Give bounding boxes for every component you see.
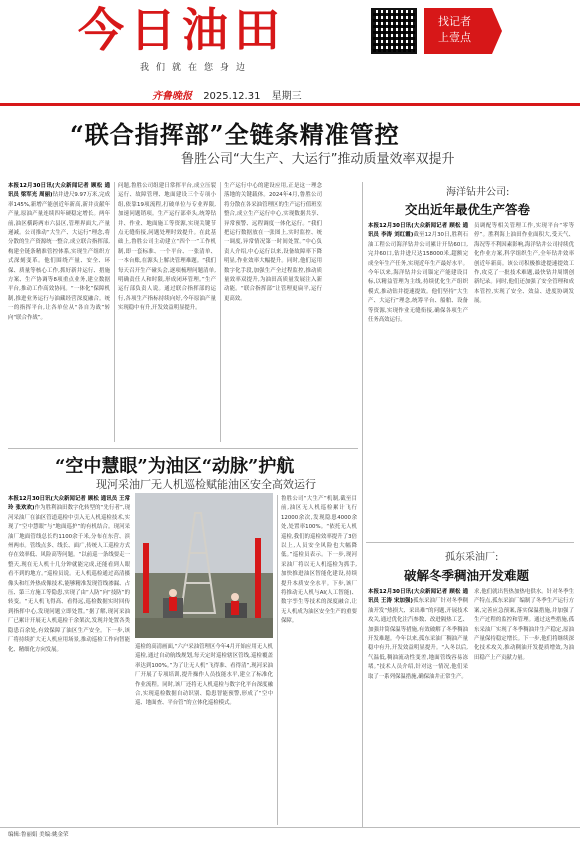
side-box-line-1: 找记者 <box>438 15 471 28</box>
dateline <box>152 87 302 102</box>
second-column-4: 巡检的高清画面,“六户采油管理区今年4月开始应用无人机巡检,通过自动航线规划,每天定时巡检辖区管线,巡检覆盖率达到100%。”为了让无人机“飞得准、看得清”,现河采油厂开展了专项培训,提升操作人员技能水平,建立了标准化作业流程。同时,该厂还将无人机巡检与数字化平台深度融合,实现巡检数据自动识别、隐患智能预警,形成了“空中巡、地面查、平台管”的立体化巡检模式。 <box>135 644 273 707</box>
footer-divider <box>0 827 580 828</box>
qr-code-icon[interactable] <box>371 8 417 54</box>
masthead-motto: 我们就在您身边 <box>140 63 253 73</box>
side-top-kicker: 海洋钻井公司: <box>446 187 510 198</box>
second-column-1 <box>8 495 130 825</box>
column-divider <box>114 182 115 442</box>
contact-reporter-box[interactable] <box>424 8 492 54</box>
side-top-column-2: 员调配等相关管理工作,实现平台“零等停”。胜利海上油田作业面积大,受天气、海况等不利因素影响,海洋钻井公司持续优化作业方案,科学组织生产,全年钻井效率创近年新高。该公司积极推进提速提效工作,攻克了一批技术难题,最快钻井周期创新纪录。同时,他们还加强了安全管理和成本管控,实现了安全、效益、进度协调发展。 <box>474 223 574 305</box>
lead-column-1 <box>8 182 110 442</box>
column-divider <box>220 182 221 442</box>
side-bottom-col1-text: 孤东采油厂针对冬季稠油开发“热损大、采出难”的问题,开展技术攻关,通过优化注汽参数、改进隔热工艺、加强井筒保温等措施,有效破解了冬季稠油开发难题。今年以来,孤东采油厂稠油产量稳中有升,开发效益明显提升。“入冬以后,气温低,稠油流动性变差,地面管线容易冻堵。”技术人员介绍,针对这一情况,他们采取了一系列保温措施,确保油井正常生产。 <box>368 598 468 680</box>
column-divider <box>277 495 278 825</box>
second-subhead: 现河采油厂无人机巡检赋能油区安全高效运行 <box>96 478 316 491</box>
sidebar-divider <box>362 182 363 827</box>
lead-column-3: 生产运行中心的建设应用,正是这一理念落地的关键载体。2024年4月,鲁胜公司将分散在各采油管理区的生产运行值班室整合,成立生产运行中心,实现数据共享、异常预警、远程调度一体化运行。“我们把运行数据放在一张图上,实时监控、统一调度,异常情况第一时间处置。”中心负责人介绍,中心运行以来,设备故障率下降明显,作业效率大幅提升。同时,他们运用数字化手段,加强生产全过程监控,推动质量效率双提升,为油田高质量发展注入新动能。“联合指挥部”让管理更扁平,运行更高效。 <box>224 183 322 302</box>
side-box-line-2: 上壹点 <box>438 31 471 44</box>
side-bottom-headline: 破解冬季稠油开发难题 <box>404 568 530 583</box>
editor-credits: 编辑:鲁丽娟 美编:姚金荣 <box>8 832 69 838</box>
side-top-col1-text: 截至12月30日,胜利石油工程公司海洋钻井公司累计开钻60口,完井60口,钻井进尺达158000米,超额完成全年生产任务,实现近年生产最好水平。今年以来,海洋钻井公司锚定产能建设目标,以精益管理为主线,持续优化生产组织模式,推动钻井提速提效。他们坚持“大生产、大运行”理念,统筹平台、船舶、设备等资源,实现作业无缝衔接,确保各项生产任务高效运行。 <box>368 232 468 324</box>
side-bottom-kicker: 孤东采油厂: <box>445 552 499 563</box>
photo-illustration <box>135 493 273 638</box>
second-col3-text: 无人机巡检通过高清摄像头和红外热成像技术,能够精准发现管线渗漏、占压、第三方施工等隐患,实现了由“人防”向“技防”的转变。“无人机飞得高、看得远,巡检数据实时回传到指挥中心,发现问题立即处置。”据了解,现河采油厂已累计开展无人机巡检千余架次,发现并处置各类隐患百余处,有效保障了油区生产安全。下一步,该厂将持续扩大无人机应用场景,推动巡检工作向智能化、精细化方向发展。 <box>8 571 130 653</box>
side-top-column-1 <box>368 222 468 537</box>
side-bottom-column-2: 求,他们就出售热加热电供水。针对冬季生产特点,孤东采油厂编制了冬季生产运行方案,完善应急预案,落实保温措施,并加强了生产过程的监控和管理。通过这些措施,孤东采油厂实现了冬季稠油井生产稳定,原油产量保持稳定增长。下一步,他们将继续深化技术攻关,推动稠油开发提质增效,为油田稳产上产贡献力量。 <box>474 589 574 661</box>
side-bottom-byline: 本报12月30日讯(大众新闻记者 顾松 通讯员 王涛 宋加强) <box>368 589 468 605</box>
second-column-5: 鲁胜公司“大生产”机制,截至目前,油区无人机巡检累计飞行12000余次,发现隐患4000余处,处置率100%。“依托无人机巡检,我们的巡检效率提升了3倍以上,人员安全风险也大幅降低。”巡检员表示。下一步,现河采油厂将以无人机巡检为抓手,加快推进油区智能化建设,持续提升本质安全水平。下步,该厂将推动无人机与AI(人工智能)、数字孪生等技术的深度融合,让无人机成为油区安全生产的重要保障。 <box>281 496 357 625</box>
second-byline: 本报12月30日讯(大众新闻记者 顾松 通讯员 王常玲 张欢欢) <box>8 496 130 512</box>
lead-subhead: 鲁胜公司“大生产、大运行”推动质量效率双提升 <box>181 152 455 167</box>
section-divider <box>8 448 358 449</box>
side-bottom-column-1 <box>368 588 468 826</box>
arrow-icon <box>492 8 502 54</box>
issue-date: 2025.12.31 <box>203 91 261 102</box>
lead-col1-text: 钻井进尺9.97万米,完成率145%,新增产能创近年新高,新井贡献年产量,原油产量连续四年硬稳定增长。两年前,油区横跨两市六县区,管理界面大,产量递减。公司推动“大生产、大运行”理念,将分散的生产资源统一整合,成立联合指挥部,构建全链条精准管控体系,实现生产组织方式深刻变革。他们围绕产量、安全、环保、质量等核心工作,抓好新井运行、措施方案、生产协调等8项重点业务,建立数据平台,推动工作高效协同。“一体化”保障机制,推进业务运行与油藏经营深度融合。统一的指挥平台,让各单位从“各自为战”转向“联合作战”。 <box>8 192 110 321</box>
lead-column-2: 问题,鲁胜公司组建日常挥平台,成立压裂运行、故障管理、地面建设三个专项小组,依靠19项流程,打破单位与专业界限,加速问题销项。生产运行部牵头,统筹钻井、作业、地面施工等资源,实现关键节点无缝衔接,问题处理时效提升。在此基础上,鲁胜公司主动建立“四个一”工作机制,即一套标准、一个平台、一张清单、一本台账,在源头上解决管理难题。“我们每天召开生产碰头会,逐项梳理问题清单,明确责任人和时限,形成闭环管理。”生产运行部负责人说。通过联合指挥部的运行,各项生产指标持续向好,今年原油产量实现稳中有升,开发效益明显提升。 <box>118 183 216 312</box>
side-top-headline: 交出近年最优生产答卷 <box>405 202 531 217</box>
brand-name: 齐鲁晚报 <box>152 91 192 102</box>
side-top-byline: 本报12月30日讯(大众新闻记者 顾松 通讯员 李涛 刘红霞) <box>368 223 468 239</box>
issue-weekday: 星期三 <box>271 91 302 102</box>
masthead-title: 今日油田 <box>78 3 286 57</box>
section-divider <box>366 542 574 543</box>
second-col1-text: 作为胜利油田数字化转型的“先行者”,现河采油厂在油区管道巡检中引入无人机巡检技术,实现了“空中慧眼”与“地面巡护”的有机结合。现河采油厂地面管线总长约1100余千米,分布在东营、滨州两市。管线点多、线长、面广,传统人工巡检方式存在效率低、风险高等问题。“以前巡一条线要走一整天,现在无人机十几分钟就能完成,还能看到人眼看不到的地方。”巡检员说。 <box>8 505 130 578</box>
masthead-divider <box>0 103 580 106</box>
second-headline: “空中慧眼”为油区“动脉”护航 <box>55 456 295 477</box>
lead-byline: 本报12月30日讯(大众新闻记者 顾松 通讯员 梁军光 周丽) <box>8 183 110 199</box>
lead-headline: “联合指挥部”全链条精准管控 <box>70 120 400 149</box>
drone-inspection-photo <box>135 493 273 638</box>
